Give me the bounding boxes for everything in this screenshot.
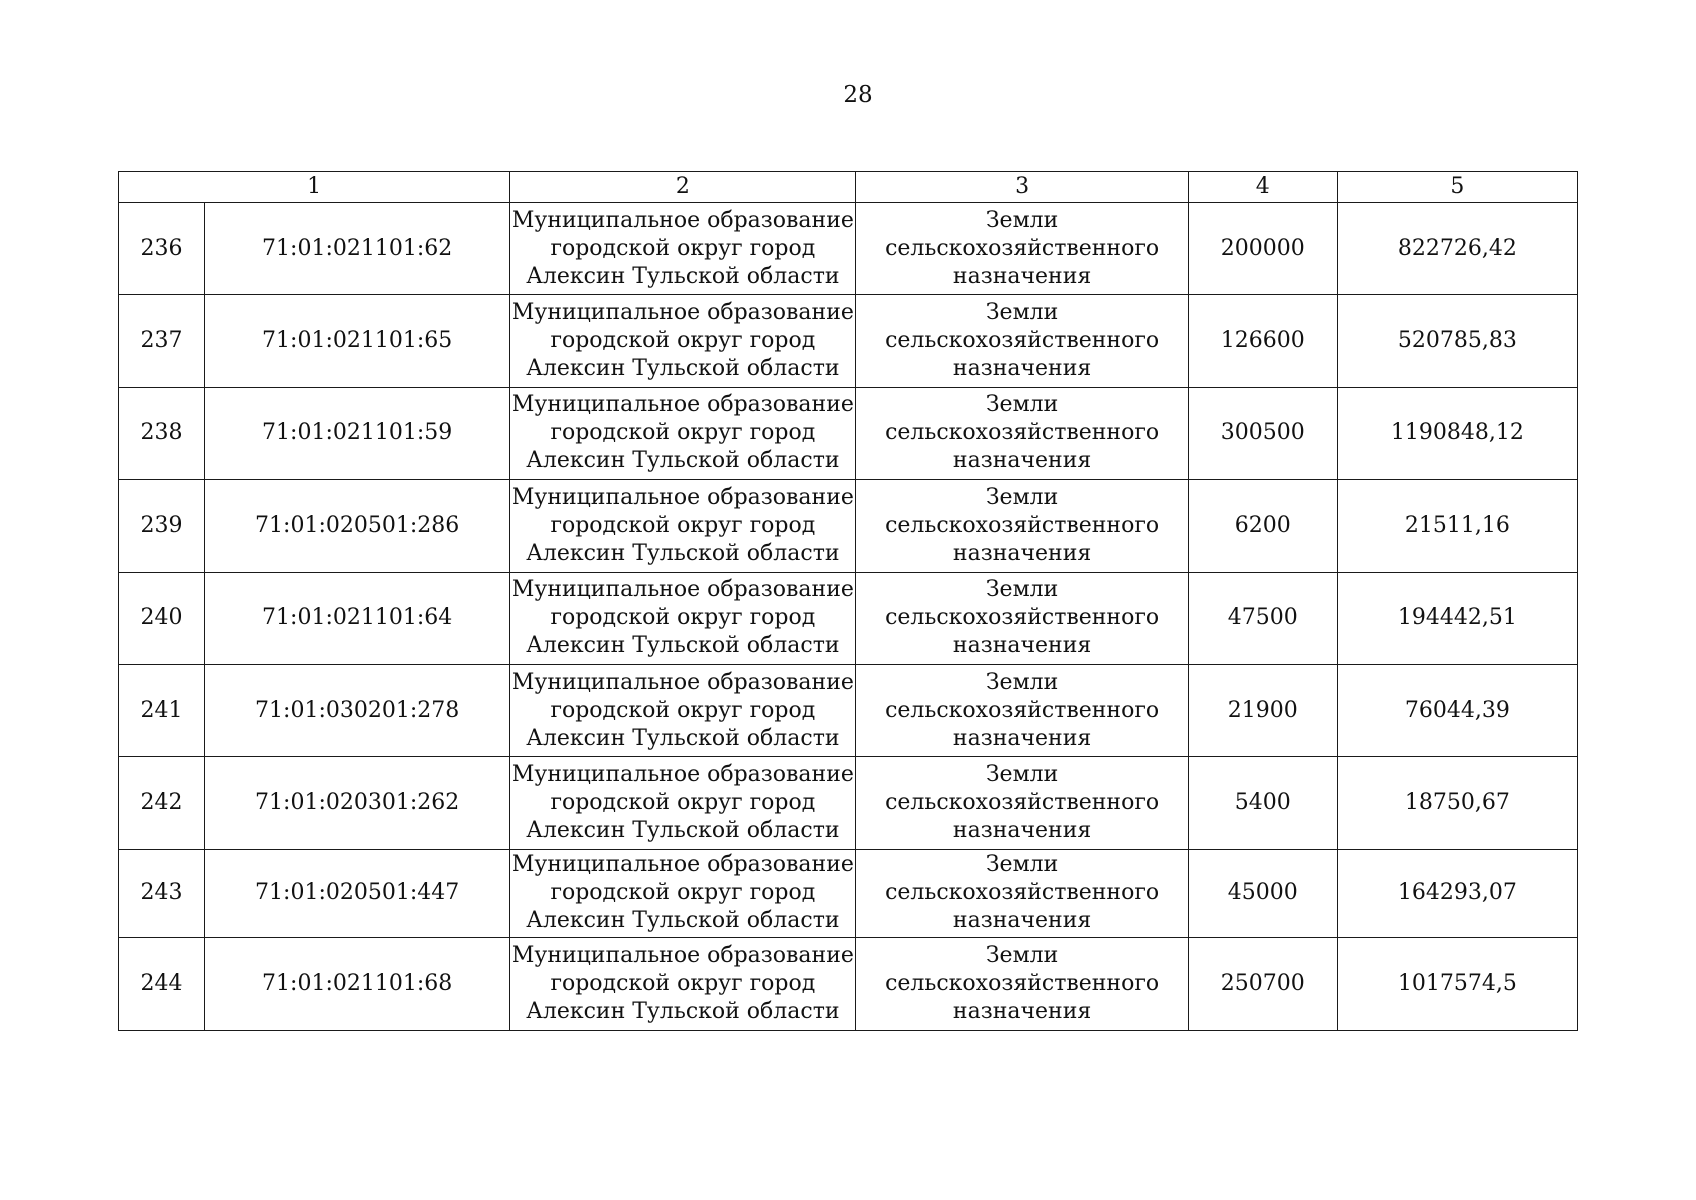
cadastral-number: 71:01:021101:68 xyxy=(205,938,510,1030)
owner-line: Алексин Тульской области xyxy=(526,633,840,659)
category-line: сельскохозяйственного xyxy=(885,970,1160,996)
category-line: назначения xyxy=(952,356,1092,382)
owner-cell xyxy=(510,480,856,572)
column-header-4: 4 xyxy=(1188,172,1337,203)
owner-line: Муниципальное образование xyxy=(511,300,854,326)
owner-cell xyxy=(510,849,856,938)
table-row xyxy=(119,480,1578,572)
row-number: 240 xyxy=(119,572,205,664)
category-line: назначения xyxy=(952,998,1092,1024)
table-row xyxy=(119,757,1578,849)
category-line: сельскохозяйственного xyxy=(885,880,1160,906)
category-cell xyxy=(856,203,1188,295)
owner-line: городской округ город xyxy=(550,420,816,446)
category-line: сельскохозяйственного xyxy=(885,790,1160,816)
category-line: назначения xyxy=(952,818,1092,844)
category-cell xyxy=(856,295,1188,387)
table-row xyxy=(119,387,1578,479)
category-line: Земли xyxy=(985,484,1059,510)
owner-line: городской округ город xyxy=(550,512,816,538)
category-line: Земли xyxy=(985,577,1059,603)
table-row xyxy=(119,849,1578,938)
value-cell: 520785,83 xyxy=(1337,295,1577,387)
category-line: назначения xyxy=(952,725,1092,751)
row-number: 243 xyxy=(119,849,205,938)
category-line: назначения xyxy=(952,448,1092,474)
value-cell: 822726,42 xyxy=(1337,203,1577,295)
owner-cell xyxy=(510,938,856,1030)
owner-cell xyxy=(510,387,856,479)
value-cell: 164293,07 xyxy=(1337,849,1577,938)
value-cell: 18750,67 xyxy=(1337,757,1577,849)
owner-line: Алексин Тульской области xyxy=(526,818,840,844)
cadastral-number: 71:01:030201:278 xyxy=(205,664,510,756)
cadastral-number: 71:01:021101:62 xyxy=(205,203,510,295)
owner-line: городской округ город xyxy=(550,235,816,261)
column-header-2: 2 xyxy=(510,172,856,203)
category-line: сельскохозяйственного xyxy=(885,420,1160,446)
table-row xyxy=(119,295,1578,387)
cadastral-number: 71:01:020501:447 xyxy=(205,849,510,938)
owner-line: городской округ город xyxy=(550,880,816,906)
area-cell: 47500 xyxy=(1188,572,1337,664)
owner-line: городской округ город xyxy=(550,970,816,996)
value-cell: 1017574,5 xyxy=(1337,938,1577,1030)
owner-line: Муниципальное образование xyxy=(511,577,854,603)
owner-cell xyxy=(510,203,856,295)
cadastral-number: 71:01:021101:59 xyxy=(205,387,510,479)
owner-cell xyxy=(510,664,856,756)
table-row xyxy=(119,938,1578,1030)
category-cell xyxy=(856,664,1188,756)
cadastral-number: 71:01:021101:64 xyxy=(205,572,510,664)
area-cell: 21900 xyxy=(1188,664,1337,756)
category-line: назначения xyxy=(952,633,1092,659)
owner-line: Алексин Тульской области xyxy=(526,356,840,382)
value-cell: 1190848,12 xyxy=(1337,387,1577,479)
value-cell: 76044,39 xyxy=(1337,664,1577,756)
category-line: Земли xyxy=(985,392,1059,418)
page-number: 28 xyxy=(843,82,873,108)
owner-line: городской округ город xyxy=(550,790,816,816)
owner-cell xyxy=(510,295,856,387)
category-cell xyxy=(856,480,1188,572)
owner-line: Алексин Тульской области xyxy=(526,448,840,474)
area-cell: 45000 xyxy=(1188,849,1337,938)
column-header-1: 1 xyxy=(119,172,510,203)
owner-line: Муниципальное образование xyxy=(511,762,854,788)
category-line: сельскохозяйственного xyxy=(885,605,1160,631)
owner-line: Муниципальное образование xyxy=(511,942,854,968)
land-plots-table xyxy=(118,171,1578,1031)
owner-line: Алексин Тульской области xyxy=(526,263,840,289)
category-line: Земли xyxy=(985,852,1059,878)
table-row xyxy=(119,572,1578,664)
category-line: Земли xyxy=(985,300,1059,326)
category-line: назначения xyxy=(952,908,1092,934)
category-line: сельскохозяйственного xyxy=(885,697,1160,723)
owner-cell xyxy=(510,757,856,849)
owner-line: Муниципальное образование xyxy=(511,669,854,695)
owner-line: городской округ город xyxy=(550,605,816,631)
owner-line: Алексин Тульской области xyxy=(526,540,840,566)
area-cell: 5400 xyxy=(1188,757,1337,849)
category-cell xyxy=(856,757,1188,849)
row-number: 238 xyxy=(119,387,205,479)
owner-line: Муниципальное образование xyxy=(511,392,854,418)
row-number: 239 xyxy=(119,480,205,572)
category-line: Земли xyxy=(985,669,1059,695)
owner-line: Муниципальное образование xyxy=(511,852,854,878)
column-header-5: 5 xyxy=(1337,172,1577,203)
area-cell: 6200 xyxy=(1188,480,1337,572)
category-line: сельскохозяйственного xyxy=(885,512,1160,538)
row-number: 242 xyxy=(119,757,205,849)
category-cell xyxy=(856,572,1188,664)
table-header-row xyxy=(119,172,1578,203)
value-cell: 194442,51 xyxy=(1337,572,1577,664)
row-number: 236 xyxy=(119,203,205,295)
value-cell: 21511,16 xyxy=(1337,480,1577,572)
owner-line: городской округ город xyxy=(550,697,816,723)
area-cell: 126600 xyxy=(1188,295,1337,387)
owner-line: Муниципальное образование xyxy=(511,484,854,510)
category-line: Земли xyxy=(985,942,1059,968)
owner-cell xyxy=(510,572,856,664)
table-row xyxy=(119,664,1578,756)
category-line: Земли xyxy=(985,207,1059,233)
cadastral-number: 71:01:020301:262 xyxy=(205,757,510,849)
row-number: 237 xyxy=(119,295,205,387)
row-number: 244 xyxy=(119,938,205,1030)
column-header-3: 3 xyxy=(856,172,1188,203)
area-cell: 250700 xyxy=(1188,938,1337,1030)
row-number: 241 xyxy=(119,664,205,756)
cadastral-number: 71:01:021101:65 xyxy=(205,295,510,387)
category-line: сельскохозяйственного xyxy=(885,328,1160,354)
area-cell: 300500 xyxy=(1188,387,1337,479)
category-cell xyxy=(856,387,1188,479)
area-cell: 200000 xyxy=(1188,203,1337,295)
owner-line: Алексин Тульской области xyxy=(526,998,840,1024)
category-line: назначения xyxy=(952,540,1092,566)
cadastral-number: 71:01:020501:286 xyxy=(205,480,510,572)
category-cell xyxy=(856,938,1188,1030)
category-line: сельскохозяйственного xyxy=(885,235,1160,261)
owner-line: Алексин Тульской области xyxy=(526,725,840,751)
category-line: назначения xyxy=(952,263,1092,289)
category-cell xyxy=(856,849,1188,938)
owner-line: Алексин Тульской области xyxy=(526,908,840,934)
table-row xyxy=(119,203,1578,295)
category-line: Земли xyxy=(985,762,1059,788)
owner-line: городской округ город xyxy=(550,328,816,354)
owner-line: Муниципальное образование xyxy=(511,207,854,233)
